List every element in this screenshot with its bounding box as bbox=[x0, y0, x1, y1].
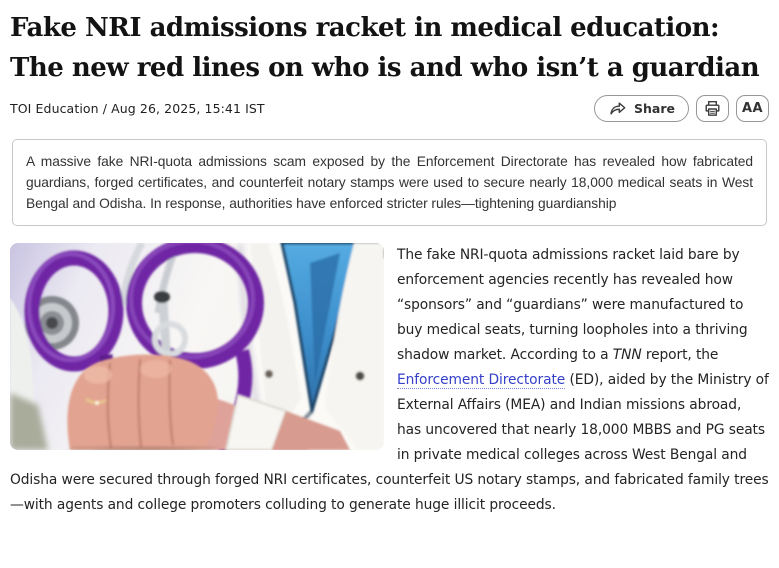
body-text-part1: The fake NRI-quota admissions racket laid bare by enforcement agencies recently has revealed how “sponsors” and “guardians” were manufactured to buy medical seats, turning loopholes into a thriving shadow market. According to a bbox=[397, 247, 748, 363]
byline: TOI Education / Aug 26, 2025, 15:41 IST bbox=[10, 101, 265, 116]
article-page bbox=[0, 8, 779, 518]
action-buttons bbox=[594, 95, 769, 122]
share-arrow-icon bbox=[608, 99, 627, 118]
body-text-part3: (ED), aided by the Ministry of External Affairs (MEA) and Indian missions abroad, has uncovered that nearly 18,000 MBBS and PG seats in private medical colleges across West Bengal and Odisha were secured through forged NRI certificates, counterfeit US notary stamps, and fabricated family trees—with agents and college promoters colluding to generate huge illicit proceeds. bbox=[10, 372, 769, 513]
summary-text: A massive fake NRI-quota admissions scam exposed by the Enforcement Directorate has revealed how fabricated guardians, forged certificates, and counterfeit notary stamps were used to secure nearly 18,000 medical seats in West Bengal and Odisha. In response, authorities have enforced stricter rules—tightening guardianship bbox=[26, 154, 753, 211]
printer-icon bbox=[703, 99, 722, 118]
enforcement-directorate-link[interactable]: Enforcement Directorate bbox=[397, 372, 566, 388]
meta-row bbox=[10, 95, 769, 122]
share-button[interactable] bbox=[594, 95, 689, 122]
font-size-button[interactable] bbox=[736, 95, 769, 122]
print-button[interactable] bbox=[696, 95, 729, 122]
summary-box bbox=[12, 139, 767, 226]
font-size-button-label: AA bbox=[741, 101, 764, 116]
article-photo bbox=[10, 243, 384, 450]
agency-name: TNN bbox=[612, 347, 642, 363]
share-button-label: Share bbox=[634, 101, 675, 116]
article-body bbox=[10, 243, 769, 518]
body-text-part2: report, the bbox=[641, 347, 719, 363]
stethoscope-photo-illustration bbox=[10, 243, 384, 450]
headline: Fake NRI admissions racket in medical education: The new red lines on who is and who isn’t a guardian bbox=[10, 13, 760, 83]
